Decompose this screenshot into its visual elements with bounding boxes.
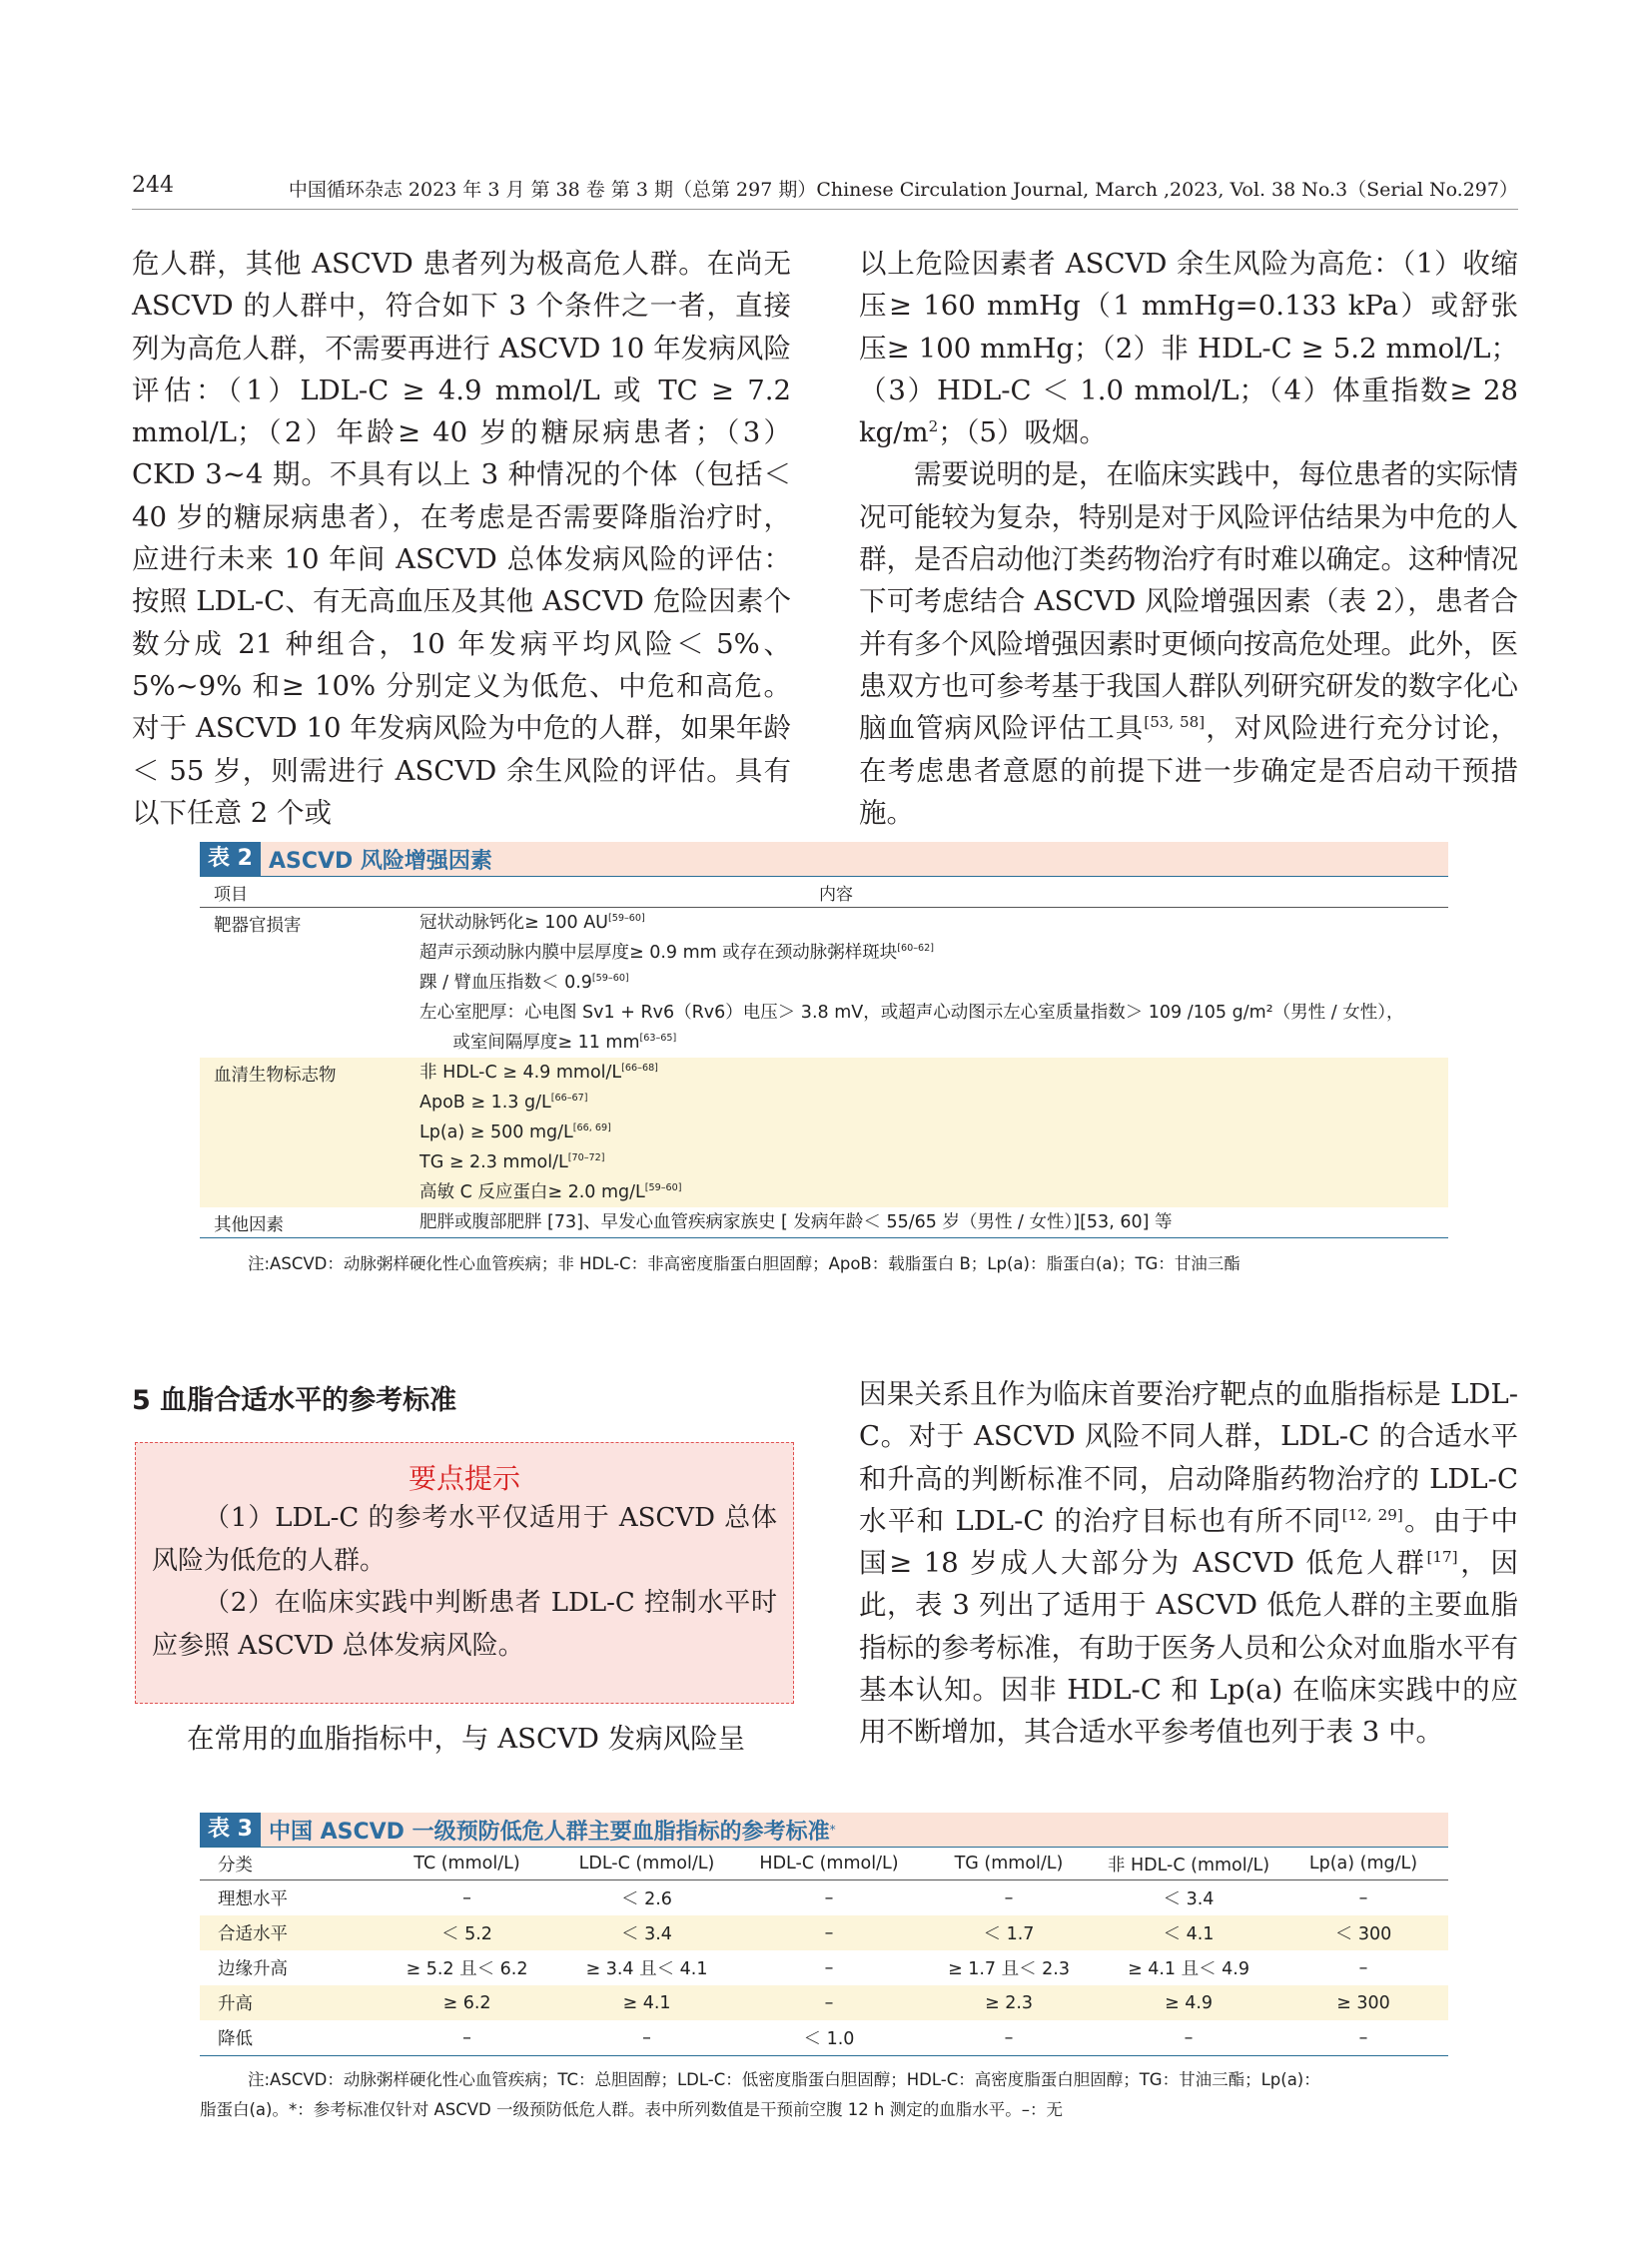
journal-title: 中国循环杂志 2023 年 3 月 第 38 卷 第 3 期（总第 297 期）Chinese Circulation Journal, March ,2023, Vol. 38 No.3（Serial No.297）	[288, 179, 1518, 201]
left-column-top	[132, 243, 791, 834]
table-cell: ≥ 4.9	[1164, 1992, 1214, 2013]
table-note: 脂蛋白(a)。*：参考标准仅针对 ASCVD 一级预防低危人群。表中所列数值是干预前空腹 12 h 测定的血脂水平。–：无	[200, 2100, 1063, 2119]
table-cell: –	[1358, 2027, 1368, 2048]
table-cell: ≥ 2.3	[984, 1992, 1034, 2013]
key-point: （1）LDL-C 的参考水平仅适用于 ASCVD 总体风险为低危的人群。	[152, 1503, 777, 1576]
table-cell: 降低	[218, 2029, 253, 2049]
table-cell: ＜ 5.2	[441, 1924, 492, 1944]
left-column-bottom	[132, 1718, 791, 1760]
table-cell: –	[462, 1887, 471, 1908]
table-cell: 肥胖或腹部肥胖 [73]、早发心血管疾病家族史 [ 发病年龄＜ 55/65 岁（男性 / 女性）][53, 60] 等	[419, 1212, 1173, 1232]
table-caption: 表 3 中国 ASCVD 一级预防低危人群主要血脂指标的参考标准 *	[200, 1813, 1448, 1848]
column-header: LDL-C (mmol/L)	[578, 1854, 715, 1874]
paragraph: 以上危险因素者 ASCVD 余生风险为高危：（1）收缩压≥ 160 mmHg（1 mmHg=0.133 kPa）或舒张压≥ 100 mmHg；（2）非 HDL-C ≥ 5.2 mmol/L；（3）HDL-C ＜ 1.0 mmol/L；（4）体重指数≥ 28 $kg/m^2$；（5）吸烟。	[859, 248, 1518, 449]
column-header: Lp(a) (mg/L)	[1308, 1854, 1418, 1874]
table-cell: 合适水平	[218, 1924, 288, 1944]
table-cell: 或室间隔厚度≥ 11 mm[63–65]	[419, 1033, 677, 1053]
table-cell: ＜ 3.4	[1163, 1889, 1215, 1909]
table-note: 注:ASCVD：动脉粥样硬化性心血管疾病；TC：总胆固醇；LDL-C：低密度脂蛋白胆固醇；HDL-C：高密度脂蛋白胆固醇；TG：甘油三酯；Lp(a)：	[248, 2070, 1320, 2089]
table-title: ASCVD 风险增强因素	[268, 848, 492, 874]
key-points-box	[135, 1442, 794, 1704]
group-label: 其他因素	[214, 1215, 284, 1235]
table-cell: ≥ 3.4 且＜ 4.1	[585, 1959, 708, 1979]
right-column-bottom	[859, 1373, 1518, 1754]
table-cell: ≥ 300	[1336, 1992, 1390, 2013]
table-2	[200, 842, 1448, 1274]
table-cell: –	[462, 2027, 471, 2048]
column-header: 非 HDL-C (mmol/L)	[1107, 1855, 1270, 1875]
table-group	[200, 1207, 1448, 1237]
key-point: （2）在临床实践中判断患者 LDL-C 控制水平时应参照 ASCVD 总体发病风险。	[152, 1588, 777, 1661]
column-header: 内容	[819, 884, 853, 905]
paragraph: 因果关系且作为临床首要治疗靶点的血脂指标是 LDL-C。对于 ASCVD 风险不同人群，LDL-C 的合适水平和升高的判断标准不同，启动降脂药物治疗的 LDL-C 水平和 LDL-C 的治疗目标也有所不同[12, 29]。由于中国≥ 18 岁成人大部分为 ASCVD 低危人群[17]，因此，表 3 列出了适用于 ASCVD 低危人群的主要血脂指标的参考标准，有助于医务人员和公众对血脂水平有基本认知。因非 HDL-C 和 Lp(a) 在临床实践中的应用不断增加，其合适水平参考值也列于表 3 中。	[859, 1378, 1518, 1749]
table-cell: ≥ 6.2	[442, 1992, 491, 2013]
table-cell: ＜ 1.7	[983, 1924, 1035, 1944]
table-cell: 高敏 C 反应蛋白≥ 2.0 mg/L[59–60]	[419, 1182, 682, 1202]
group-label: 血清生物标志物	[214, 1066, 337, 1086]
table-header	[200, 1848, 1448, 1880]
table-cell: ＜ 4.1	[1163, 1924, 1215, 1944]
table-cell: –	[824, 1957, 834, 1978]
table-row	[200, 1880, 1448, 1915]
table-row	[200, 1985, 1448, 2020]
table-header	[200, 877, 1448, 908]
table-cell: ≥ 5.2 且＜ 6.2	[406, 1959, 528, 1979]
table-cell: ≥ 1.7 且＜ 2.3	[947, 1959, 1070, 1979]
table-row	[200, 1915, 1448, 1950]
table-row	[200, 1950, 1448, 1985]
table-cell: ＜ 2.6	[621, 1889, 672, 1909]
table-group	[200, 908, 1448, 1058]
page-number: 244	[132, 173, 174, 198]
table-cell: 左心室肥厚：心电图 Sv1 + Rv6（Rv6）电压＞ 3.8 mV，或超声心动图示左心室质量指数＞ 109 /105 g/m²（男性 / 女性），	[419, 1003, 1404, 1023]
table-cell: –	[824, 1922, 834, 1943]
section-heading: 5 血脂合适水平的参考标准	[132, 1385, 457, 1416]
table-cell: ≥ 4.1	[622, 1992, 671, 2013]
table-caption	[200, 842, 1448, 877]
table-cell: –	[824, 1992, 834, 2013]
column-header: 分类	[218, 1855, 253, 1875]
table-cell: ＜ 300	[1334, 1924, 1392, 1944]
table-cell: –	[1184, 2027, 1194, 2048]
table-cell: 边缘升高	[218, 1959, 288, 1979]
table-cell: 非 HDL-C ≥ 4.9 mmol/L[66–68]	[419, 1063, 658, 1083]
paragraph: 需要说明的是，在临床实践中，每位患者的实际情况可能较为复杂，特别是对于风险评估结果为中危的人群，是否启动他汀类药物治疗有时难以确定。这种情况下可考虑结合 ASCVD 风险增强因素（表 2），患者合并有多个风险增强因素时更倾向按高危处理。此外，医患双方也可参考基于我国人群队列研究研发的数字化心脑血管病风险评估工具[53, 58]，对风险进行充分讨论，在考虑患者意愿的前提下进一步确定是否启动干预措施。	[859, 458, 1519, 829]
right-column-top	[859, 243, 1518, 834]
table-cell: 超声示颈动脉内膜中层厚度≥ 0.9 mm 或存在颈动脉粥样斑块[60–62]	[419, 943, 935, 963]
table-group	[200, 1058, 1448, 1207]
running-header	[132, 173, 1518, 210]
table-cell: –	[1004, 2027, 1014, 2048]
table-cell: 踝 / 臂血压指数＜ 0.9[59–60]	[419, 973, 629, 993]
key-points-title: 要点提示	[408, 1462, 520, 1495]
group-label: 靶器官损害	[214, 916, 302, 936]
table-number: 表 3	[200, 1813, 261, 1847]
paragraph: 在常用的血脂指标中，与 ASCVD 发病风险呈	[187, 1723, 746, 1755]
table-cell: ApoB ≥ 1.3 g/L[66–67]	[419, 1093, 588, 1113]
table-note: 注:ASCVD：动脉粥样硬化性心血管疾病；非 HDL-C：非高密度脂蛋白胆固醇；ApoB：载脂蛋白 B；Lp(a)：脂蛋白(a)；TG：甘油三酯	[248, 1254, 1240, 1273]
table-cell: –	[1358, 1957, 1368, 1978]
table-3	[200, 1813, 1448, 2120]
table-title: 中国 ASCVD 一级预防低危人群主要血脂指标的参考标准	[268, 1819, 830, 1845]
table-cell: ≥ 4.1 且＜ 4.9	[1127, 1959, 1249, 1979]
table-number: 表 2	[200, 842, 261, 876]
column-header: TC (mmol/L)	[413, 1854, 520, 1874]
table-body	[200, 1880, 1448, 2056]
table-cell: 理想水平	[218, 1889, 288, 1909]
table-cell: –	[642, 2027, 651, 2048]
table-cell: –	[1358, 1887, 1368, 1908]
paragraph: 危人群，其他 ASCVD 患者列为极高危人群。在尚无 ASCVD 的人群中，符合如下 3 个条件之一者，直接列为高危人群，不需要再进行 ASCVD 10 年发病风险评估：（1）LDL-C ≥ 4.9 mmol/L 或 TC ≥ 7.2 mmol/L；（2）年龄≥ 40 岁的糖尿病患者；（3）CKD 3~4 期。不具有以上 3 种情况的个体（包括＜ 40 岁的糖尿病患者），在考虑是否需要降脂治疗时，应进行未来 10 年间 ASCVD 总体发病风险的评估：按照 LDL-C、有无高血压及其他 ASCVD 危险因素个数分成 21 种组合，10 年发病平均风险＜ 5%、5%~9% 和≥ 10% 分别定义为低危、中危和高危。对于 ASCVD 10 年发病风险为中危的人群，如果年龄＜ 55 岁，则需进行 ASCVD 余生风险的评估。具有以下任意 2 个或	[132, 248, 791, 829]
table-cell: 升高	[218, 1994, 253, 2014]
table-body	[200, 908, 1448, 1238]
table-cell: TG ≥ 2.3 mmol/L[70–72]	[419, 1152, 605, 1172]
table-cell: 冠状动脉钙化≥ 100 AU[59–60]	[419, 913, 645, 933]
column-header: TG (mmol/L)	[954, 1854, 1064, 1874]
table-row	[200, 2020, 1448, 2055]
table-cell: ＜ 1.0	[803, 2029, 855, 2049]
table-cell: –	[824, 1887, 834, 1908]
table-cell: Lp(a) ≥ 500 mg/L[66, 69]	[419, 1123, 611, 1142]
table-cell: –	[1004, 1887, 1014, 1908]
column-header: HDL-C (mmol/L)	[759, 1854, 899, 1874]
column-header: 项目	[214, 884, 248, 905]
table-cell: ＜ 3.4	[621, 1924, 672, 1944]
